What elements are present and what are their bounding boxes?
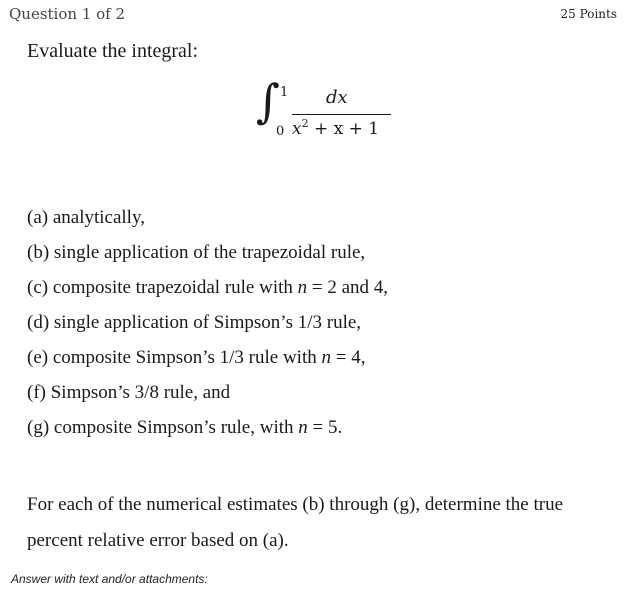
question-part-g <box>27 417 388 452</box>
part-variable: n <box>321 347 331 368</box>
question-part-e <box>27 347 388 382</box>
part-label-post: = 2 and 4, <box>307 277 389 298</box>
integral-upper-limit: 1 <box>280 85 289 100</box>
question-part-a <box>27 207 388 242</box>
question-closing-instruction: For each of the numerical estimates (b) through (g), determine the true percent relative error based on (a). <box>27 494 564 551</box>
part-label: (d) single application of Simpson’s 1/3 rule, <box>27 312 362 333</box>
integral-sign: ∫ <box>256 74 280 128</box>
part-variable: n <box>297 277 308 298</box>
part-label-pre: (e) composite Simpson’s 1/3 rule with <box>27 347 322 368</box>
integral-denominator <box>292 117 379 139</box>
question-points: 25 Points <box>560 7 617 21</box>
fraction-bar <box>292 114 391 115</box>
denominator-variable: x <box>292 119 302 139</box>
answer-label: Answer with text and/or attachments: <box>11 572 208 586</box>
denominator-exponent: 2 <box>301 117 309 130</box>
part-label-post: = 5. <box>307 417 343 438</box>
part-label: (b) single application of the trapezoidal rule, <box>27 242 366 263</box>
question-part-f <box>27 382 388 417</box>
part-variable: n <box>298 417 308 438</box>
question-part-b <box>27 242 388 277</box>
question-prompt: Evaluate the integral: <box>27 40 199 62</box>
part-label-post: = 4, <box>330 347 366 368</box>
question-part-d <box>27 312 388 347</box>
denominator-rest: + x + 1 <box>308 119 380 139</box>
part-label: (a) analytically, <box>27 207 145 228</box>
question-number: Question 1 of 2 <box>9 5 126 23</box>
question-part-c <box>27 277 388 312</box>
part-label-pre: (c) composite trapezoidal rule with <box>27 277 298 298</box>
integral-lower-limit: 0 <box>276 124 285 139</box>
part-label: (f) Simpson’s 3/8 rule, and <box>27 382 231 403</box>
question-parts-list <box>27 207 388 452</box>
integral-numerator: dx <box>326 87 348 108</box>
part-label-pre: (g) composite Simpson’s rule, with <box>27 417 299 438</box>
integral-expression <box>256 74 396 142</box>
question-header <box>0 0 627 30</box>
